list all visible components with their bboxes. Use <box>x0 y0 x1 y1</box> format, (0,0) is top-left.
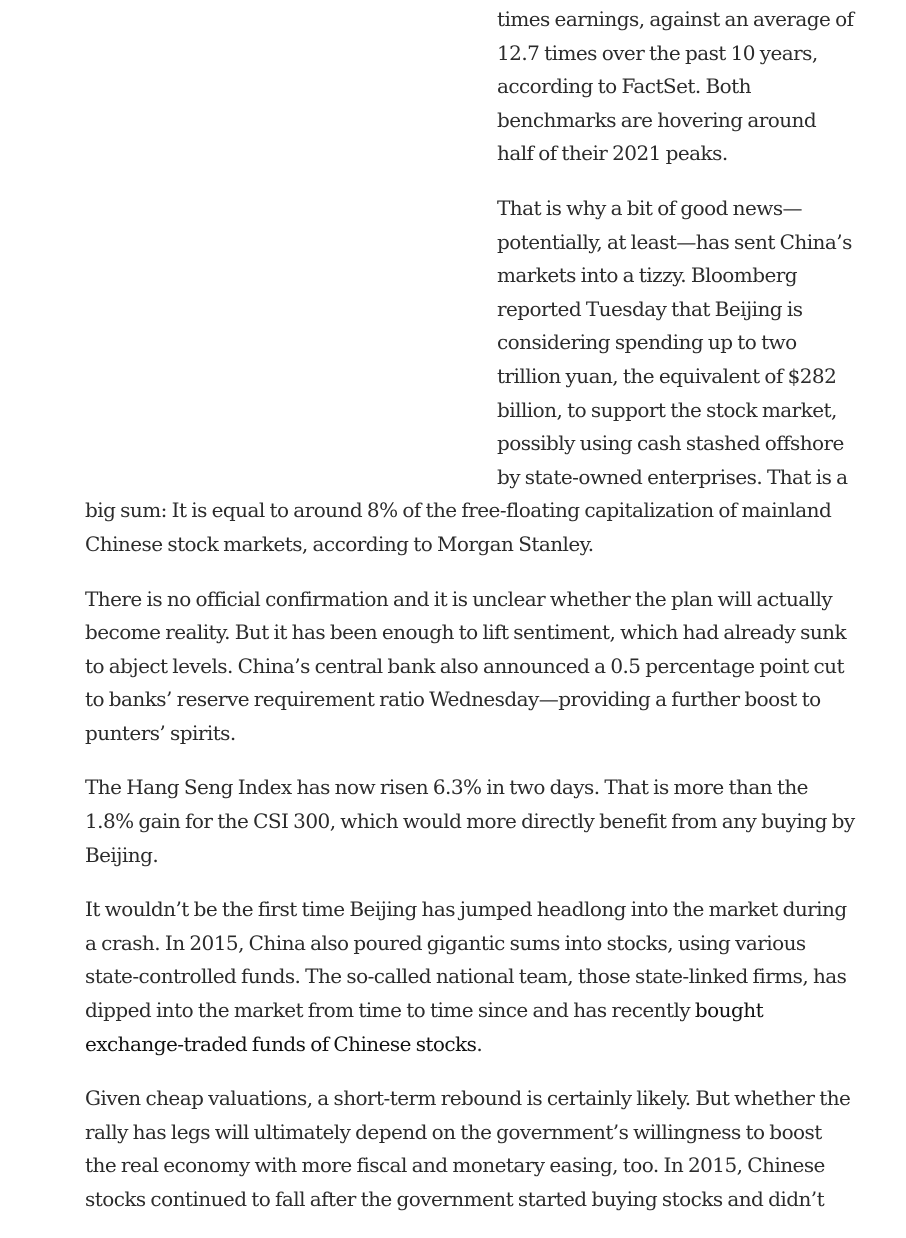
paragraph-first-time-end: . <box>476 1031 483 1056</box>
paragraph-first-time <box>85 893 855 1061</box>
paragraph-good-news: That is why a bit of good news—potentially, at least—has sent China’s markets into a tizzy. Bloomberg reported Tuesday that Beijing is considering spending up to two trillion yuan, the equivalent of $282 billion, to support the stock market, possibly using cash stashed offshore by state-owned enterprises. That is a big sum: It is equal to around 8% of the free-floating capitalization of mainland Chinese stock markets, according to Morgan Stanley. <box>85 195 852 556</box>
floated-media-space <box>85 0 497 462</box>
paragraph-rebound: Given cheap valuations, a short-term rebound is certainly likely. But whether the rally has legs will ultimately depend on the government’s willingness to boost the real economy with more fiscal and monetary easing, too. In 2015, Chinese stocks continued to fall after the government started buying stocks and didn’t <box>85 1086 851 1211</box>
etf-purchases-link[interactable]: bought exchange-traded funds of Chinese stocks <box>85 998 764 1056</box>
article-body <box>85 0 855 1238</box>
paragraph-confirmation: There is no official confirmation and it is unclear whether the plan will actually become reality. But it has been enough to lift sentiment, which had already sunk to abject levels. China’s central bank also announced a 0.5 percentage point cut to banks’ reserve requirement ratio Wednesday—providing a further boost to punters’ spirits. <box>85 586 847 745</box>
paragraph-valuations: times earnings, against an average of 12.7 times over the past 10 years, according to FactSet. Both benchmarks are hovering around half of their 2021 peaks. <box>497 7 854 166</box>
paragraph-hang-seng: The Hang Seng Index has now risen 6.3% in two days. That is more than the 1.8% gain for the CSI 300, which would more directly benefit from any buying by Beijing. <box>85 775 855 867</box>
paragraph-first-time-text: It wouldn’t be the first time Beijing has jumped headlong into the market during a crash. In 2015, China also poured gigantic sums into stocks, using various state-controlled funds. The so-called national team, those state-linked firms, has dipped into the market from time to time since and has recently <box>85 897 847 1023</box>
